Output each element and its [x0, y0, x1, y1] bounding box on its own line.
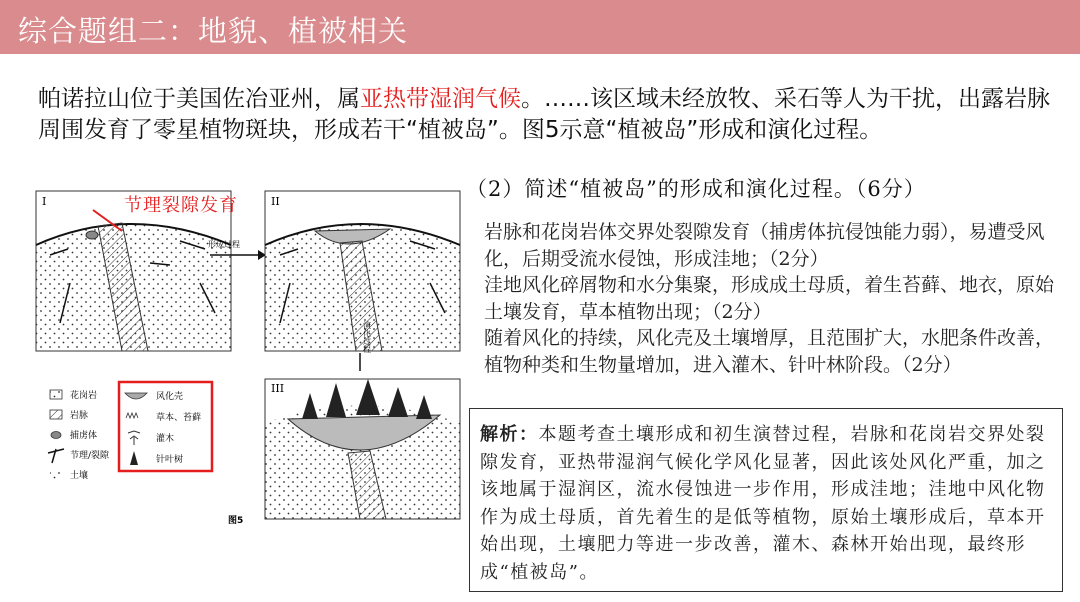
analysis-text: 本题考查土壤形成和初生演替过程，岩脉和花岗岩交界处裂隙发育，亚热带湿润气候化学风化显著，因此该处风化严重，加之该地属于湿润区，流水侵蚀进一步作用，形成洼地；洼地中风化物作为成土母质，首先着生的是低等植物，原始土壤形成后，草本开始出现，土壤肥力等进一步改善，灌木、森林开始出现，最终形成“植被岛”。: [480, 424, 1046, 583]
arrow-down-label: 演化过程: [362, 321, 372, 353]
answer-item: 洼地风化碎屑物和水分集聚，形成成土母质，着生苔藓、地衣，原始土壤发育，草本植物出现；（2分）: [484, 274, 1055, 323]
climate-highlight: 亚热带湿润气候: [360, 86, 521, 112]
analysis-label: 解析：: [480, 424, 539, 445]
legend-item: 针叶树: [156, 455, 184, 465]
legend-item: 土壤: [70, 471, 89, 481]
arrow-down: [360, 320, 372, 371]
answer-block: [484, 219, 1064, 378]
callout-label: 节理裂隙发育: [124, 195, 238, 216]
answer-item: 随着风化的持续，风化壳及土壤增厚，且范围扩大，水肥条件改善，植物种类和生物量增加，进入灌木、针叶林阶段。（2分）: [484, 327, 1055, 376]
figure-caption: 图5: [228, 516, 244, 526]
panel-3-label: III: [271, 382, 285, 395]
question-text: （2）简述“植被岛”的形成和演化过程。（6分）: [466, 177, 926, 201]
legend-item: 节理/裂隙: [70, 451, 110, 461]
panel-3: [265, 379, 460, 519]
legend-item: 风化壳: [156, 392, 184, 402]
intro-part2: 。……该区域未经放牧、采石等人为干扰，出露岩脉周围发育了零星植物斑块，形成若干“植被岛”。图5示意“植被岛”形成和演化过程。: [38, 86, 1050, 143]
analysis-box: [469, 408, 1063, 592]
legend-item: 捕虏体: [70, 431, 98, 441]
panel-2-label: II: [271, 195, 280, 208]
process-diagram: [30, 183, 470, 528]
legend: [48, 382, 212, 481]
legend-item: 岩脉: [70, 411, 89, 421]
legend-item: 草本、苔藓: [156, 413, 202, 423]
legend-item: 花岗岩: [70, 391, 98, 401]
title-bar: [0, 0, 1080, 54]
intro-paragraph: [38, 84, 1068, 146]
arrow-right-label: 形成过程: [208, 240, 240, 249]
page-title: 综合题组二：地貌、植被相关: [18, 14, 409, 48]
answer-item: 岩脉和花岗岩体交界处裂隙发育（捕虏体抗侵蚀能力弱），易遭受风化，后期受流水侵蚀，形成洼地；（2分）: [484, 221, 1045, 270]
figure-5: [30, 183, 470, 532]
intro-part1: 帕诺拉山位于美国佐冶亚州，属: [38, 86, 360, 112]
panel-1-label: I: [42, 195, 47, 208]
legend-item: 灌木: [156, 434, 175, 444]
